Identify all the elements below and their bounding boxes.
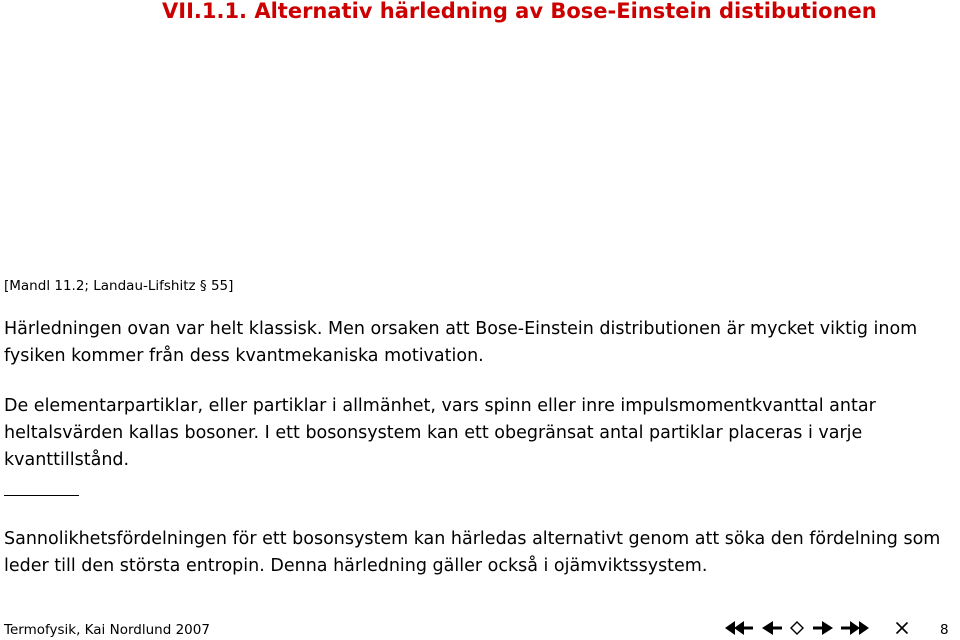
back-diamond-icon[interactable] <box>790 621 804 635</box>
first-page-icon[interactable] <box>725 621 753 635</box>
section-sign: § <box>199 278 207 294</box>
page-title: VII.1.1. Alternativ härledning av Bose-Einstein distibutionen <box>162 0 877 23</box>
page-number: 8 <box>940 622 949 638</box>
last-page-icon[interactable] <box>841 621 869 635</box>
paragraph-intro: Härledningen ovan var helt klassisk. Men orsaken att Bose-Einstein distributionen är mycket viktig inom fysiken kommer från dess kvantmekaniska motivation. <box>4 319 918 366</box>
reference-text-start: [Mandl 11.2; Landau-Lifshitz <box>4 278 200 294</box>
paragraph-bosons: De elementarpartiklar, eller partiklar i allmänhet, vars spinn eller inre impulsmomentkvanttal antar heltalsvärden kallas bosoner. I ett bosonsystem kan ett obegränsat antal partiklar placeras i varje kvanttillstånd. <box>4 396 876 470</box>
literature-reference <box>4 276 233 296</box>
footer-author: Termofysik, Kai Nordlund 2007 <box>4 622 210 638</box>
reference-text-end: 55] <box>206 278 234 294</box>
close-icon[interactable] <box>895 621 909 635</box>
previous-page-icon[interactable] <box>762 621 782 635</box>
navigation-bar <box>725 618 909 638</box>
next-page-icon[interactable] <box>813 621 833 635</box>
paragraph-entropy: Sannolikhetsfördelningen för ett bosonsystem kan härledas alternativt genom att söka den fördelning som leder till den största entropin. Denna härledning gäller också i ojämviktssystem. <box>4 529 941 576</box>
separator-rule <box>4 495 79 496</box>
